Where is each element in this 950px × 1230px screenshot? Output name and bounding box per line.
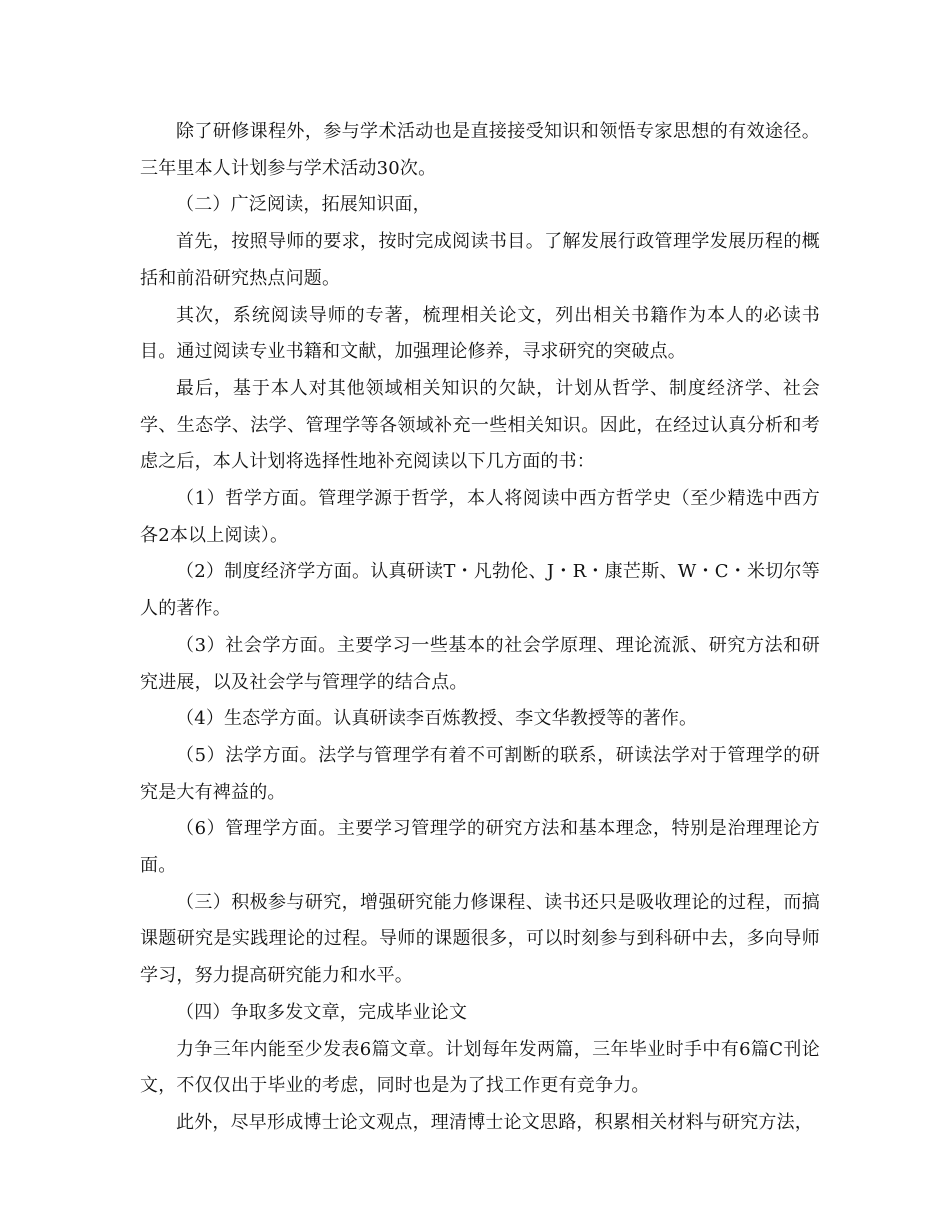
list-item-sociology: （3）社会学方面。主要学习一些基本的社会学原理、理论流派、研究方法和研究进展，以及社会学与管理学的结合点。 — [140, 634, 820, 693]
paragraph-dissertation: 此外，尽早形成博士论文观点，理清博士论文思路，积累相关材料与研究方法， — [176, 1111, 813, 1133]
list-item-philosophy: （1）哲学方面。管理学源于哲学，本人将阅读中西方哲学史（至少精选中西方各2本以上阅读）。 — [140, 488, 820, 546]
heading-wide-reading: （二）广泛阅读，拓展知识面， — [176, 194, 431, 216]
paragraph-second: 其次，系统阅读导师的专著，梳理相关论文，列出相关书籍作为本人的必读书目。通过阅读专业书籍和文献，加强理论修养，寻求研究的突破点。 — [140, 304, 820, 363]
list-item-law: （5）法学方面。法学与管理学有着不可割断的联系，研读法学对于管理学的研究是大有裨益的。 — [140, 744, 820, 803]
list-item-institutional-economics: （2）制度经济学方面。认真研读T・凡勃伦、J・R・康芒斯、W・C・米切尔等人的著作。 — [140, 561, 820, 620]
list-item-management: （6）管理学方面。主要学习管理学的研究方法和基本理念，特别是治理理论方面。 — [140, 818, 820, 877]
list-item-ecology: （4）生态学方面。认真研读李百炼教授、李文华教授等的著作。 — [176, 708, 698, 730]
paragraph-academic-activities: 除了研修课程外，参与学术活动也是直接接受知识和领悟专家思想的有效途径。三年里本人计划参与学术活动30次。 — [140, 121, 820, 179]
paragraph-publication-plan: 力争三年内能至少发表6篇文章。计划每年发两篇，三年毕业时手中有6篇C刊论文，不仅仅出于毕业的考虑，同时也是为了找工作更有竞争力。 — [140, 1038, 820, 1097]
paragraph-finally: 最后，基于本人对其他领域相关知识的欠缺，计划从哲学、制度经济学、社会学、生态学、法学、管理学等各领域补充一些相关知识。因此，在经过认真分析和考虑之后，本人计划将选择性地补充阅读以下几方面的书： — [140, 377, 820, 473]
heading-publishing: （四）争取多发文章，完成毕业论文 — [176, 1001, 468, 1023]
document-body — [140, 114, 820, 1142]
heading-research-participation: （三）积极参与研究，增强研究能力修课程、读书还只是吸收理论的过程，而搞课题研究是实践理论的过程。导师的课题很多，可以时刻参与到科研中去，多向导师学习，努力提高研究能力和水平。 — [140, 891, 820, 987]
paragraph-first: 首先，按照导师的要求，按时完成阅读书目。了解发展行政管理学发展历程的概括和前沿研究热点问题。 — [140, 231, 820, 289]
